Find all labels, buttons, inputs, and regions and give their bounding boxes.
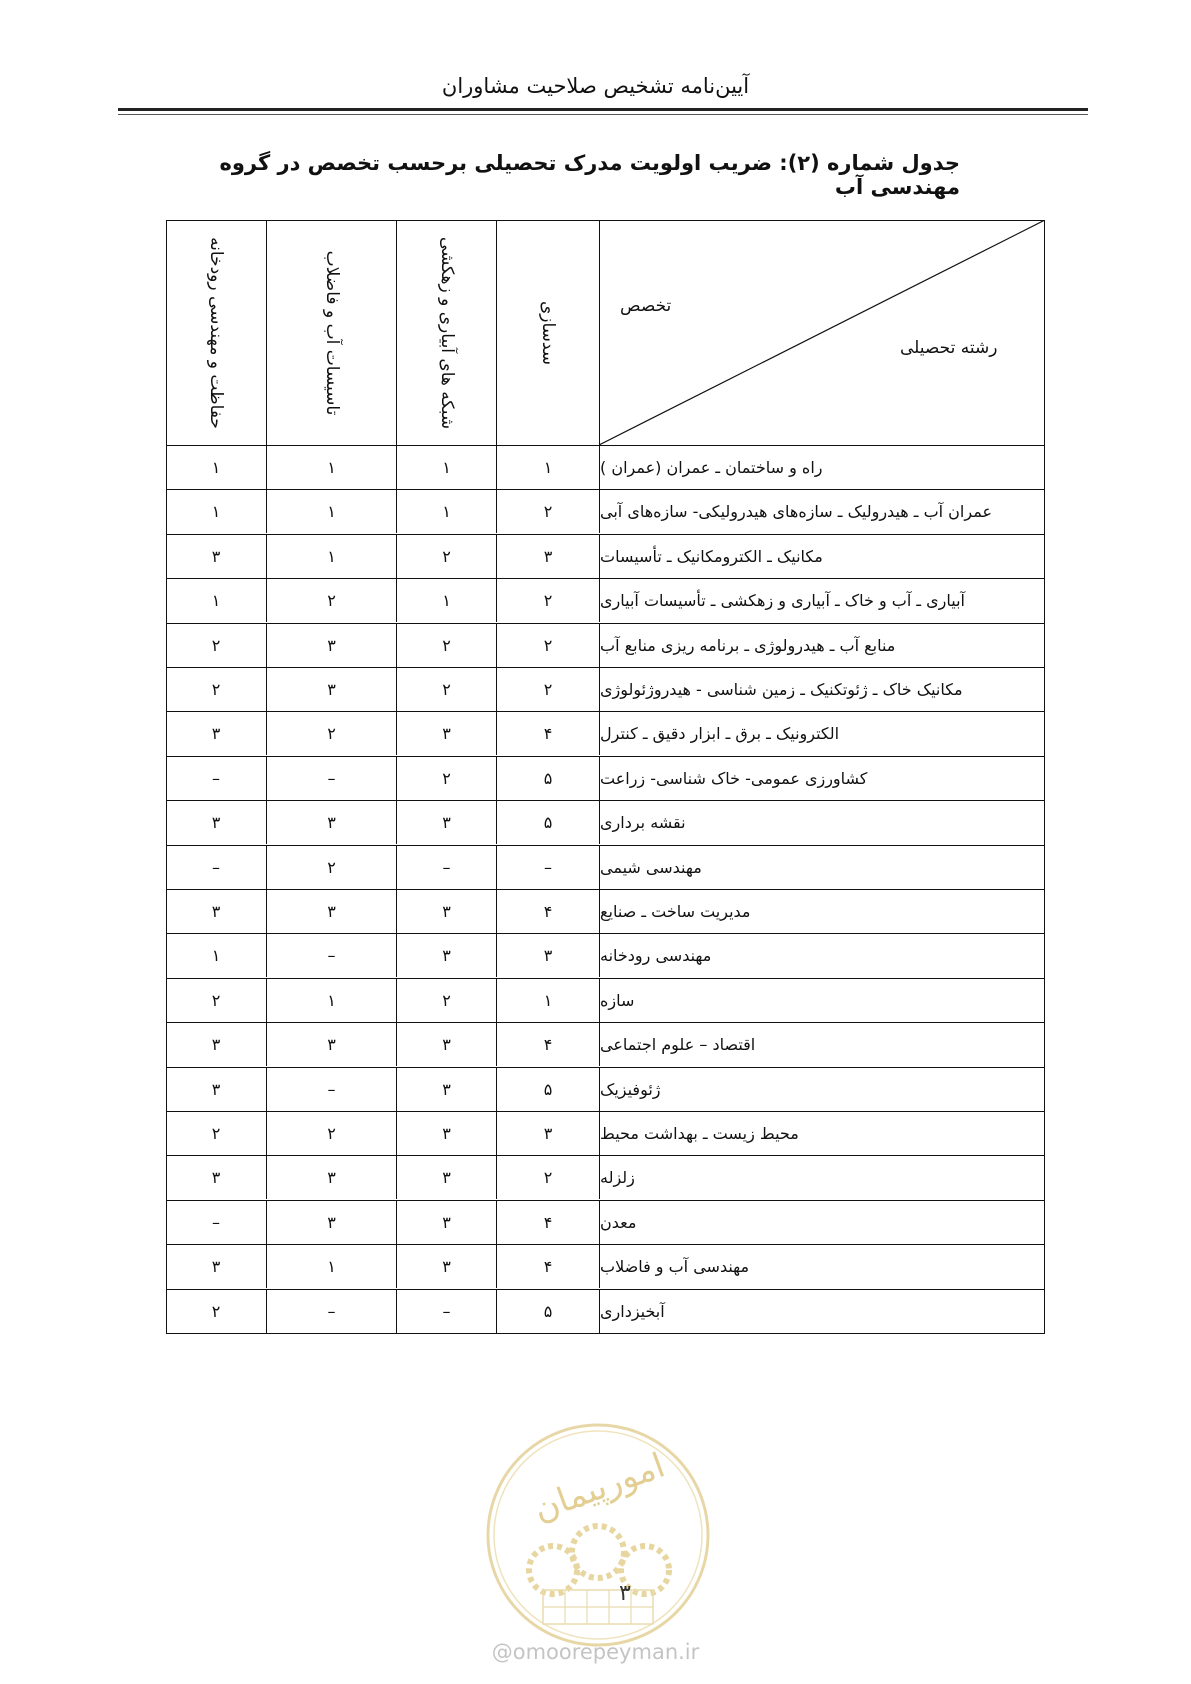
value-cell: ۲ <box>266 712 396 755</box>
header-cell-water-wastewater <box>266 220 396 445</box>
value-cell: ۳ <box>266 801 396 844</box>
table-row <box>166 978 1045 1022</box>
header-cell-irrigation <box>396 220 496 445</box>
value-cell: ۲ <box>396 757 496 800</box>
value-cell: – <box>396 1290 496 1333</box>
value-cell: – <box>496 846 599 889</box>
field-name-cell: سازه <box>599 979 1045 1022</box>
value-cell: ۲ <box>396 535 496 578</box>
value-cell: ۳ <box>211 902 221 921</box>
field-name-cell: آبیاری ـ آب و خاک ـ آبیاری و زهکشی ـ تأسیسات آبیاری <box>599 579 1045 622</box>
value-cell: ۴ <box>496 1023 599 1066</box>
value-cell: ۲ <box>211 1301 221 1321</box>
field-name-cell: مکانیک خاک ـ ژئوتکنیک ـ زمین شناسی - هیدروژئولوژی <box>599 668 1045 711</box>
field-name-cell: کشاورزی عمومی- خاک شناسی- زراعت <box>599 757 1045 800</box>
value-cell: ۳ <box>211 724 221 744</box>
value-cell: ۲ <box>396 979 496 1022</box>
value-cell: ۱ <box>266 446 396 489</box>
field-name-cell: ژئوفیزیک <box>599 1068 1045 1111</box>
value-cell: ۳ <box>396 1156 496 1199</box>
value-cell: ۵ <box>496 801 599 844</box>
value-cell: ۳ <box>266 1201 396 1244</box>
field-name-cell: آبخیزداری <box>599 1290 1045 1333</box>
value-cell: ۱ <box>211 502 221 522</box>
value-cell: ۱ <box>211 458 221 477</box>
value-cell: ۳ <box>266 1156 396 1199</box>
value-cell: ۲ <box>266 1112 396 1155</box>
table-caption: جدول شماره (۲): ضریب اولویت مدرک تحصیلی برحسب تخصص در گروه مهندسی آب <box>219 151 960 199</box>
value-cell: ۱ <box>266 535 396 578</box>
value-cell: ۳ <box>266 668 396 711</box>
table-row <box>166 1289 1045 1333</box>
table-row <box>166 800 1045 844</box>
table-row <box>166 534 1045 578</box>
value-cell: ۱ <box>266 979 396 1022</box>
value-cell: ۱ <box>396 490 496 533</box>
value-cell: ۲ <box>496 668 599 711</box>
value-cell: ۳ <box>266 624 396 667</box>
value-cell: ۱ <box>266 490 396 533</box>
value-cell: ۲ <box>496 490 599 533</box>
table-row <box>166 1067 1045 1111</box>
field-name-cell: الکترونیک ـ برق ـ ابزار دقیق ـ کنترل <box>599 712 1045 755</box>
field-name-cell: مکانیک ـ الکترومکانیک ـ تأسیسات <box>599 535 1045 578</box>
value-cell: ۳ <box>211 546 221 566</box>
value-cell: ۳ <box>396 1245 496 1288</box>
header-rule-thick <box>118 108 1088 111</box>
value-cell: ۱ <box>266 1245 396 1288</box>
page-header-title: آیین‌نامه تشخیص صلاحیت مشاوران <box>441 74 750 98</box>
header-rule-thin <box>118 114 1088 115</box>
value-cell: ۳ <box>496 1112 599 1155</box>
field-name-cell: معدن <box>599 1201 1045 1244</box>
table-row <box>166 1244 1045 1288</box>
table-row <box>166 1022 1045 1066</box>
field-name-cell: مهندسی شیمی <box>599 846 1045 889</box>
table-row <box>166 623 1045 667</box>
header-cell-dam <box>496 220 599 445</box>
value-cell: ۱ <box>396 579 496 622</box>
table-row <box>166 445 1045 489</box>
table-row <box>166 489 1045 533</box>
value-cell: ۲ <box>211 1124 221 1143</box>
field-name-cell: مدیریت ساخت ـ صنایع <box>599 890 1045 933</box>
value-cell: – <box>266 757 396 800</box>
value-cell: – <box>212 857 220 877</box>
field-name-cell: نقشه برداری <box>599 801 1045 844</box>
value-cell: – <box>396 846 496 889</box>
table-row <box>166 1155 1045 1199</box>
value-cell: ۳ <box>396 1068 496 1111</box>
value-cell: ۵ <box>496 1290 599 1333</box>
value-cell: ۳ <box>266 1023 396 1066</box>
value-cell: ۳ <box>396 934 496 977</box>
value-cell: ۱ <box>211 591 221 611</box>
value-cell: – <box>266 1068 396 1111</box>
corner-label-field: رشته تحصیلی <box>900 338 998 358</box>
value-cell: ۳ <box>496 934 599 977</box>
field-name-cell: منابع آب ـ هیدرولوژی ـ برنامه ریزی منابع آب <box>599 624 1045 667</box>
value-cell: ۲ <box>211 680 221 699</box>
omoor-peyman-logo-stamp <box>483 1420 713 1650</box>
corner-label-specialty: تخصص <box>620 296 672 316</box>
footer-watermark-url: @omoorepeyman.ir <box>491 1640 700 1664</box>
value-cell: ۲ <box>496 579 599 622</box>
value-cell: ۳ <box>396 1112 496 1155</box>
field-name-cell: راه و ساختمان ـ عمران (عمران ) <box>599 446 1045 489</box>
value-cell: ۲ <box>211 990 221 1010</box>
header-cell-river <box>166 220 266 445</box>
table-row <box>166 889 1045 933</box>
value-cell: – <box>212 1212 220 1232</box>
value-cell: ۳ <box>211 813 221 833</box>
table-row <box>166 1111 1045 1155</box>
value-cell: ۲ <box>396 668 496 711</box>
value-cell: ۳ <box>396 1201 496 1244</box>
field-name-cell: مهندسی رودخانه <box>599 934 1045 977</box>
value-cell: ۲ <box>496 624 599 667</box>
value-cell: ۳ <box>211 1035 221 1055</box>
value-cell: – <box>266 1290 396 1333</box>
page-number: ۳ <box>619 1581 631 1606</box>
value-cell: ۱ <box>496 446 599 489</box>
value-cell: ۲ <box>496 1156 599 1199</box>
value-cell: ۳ <box>396 801 496 844</box>
value-cell: ۳ <box>211 1079 221 1099</box>
value-cell: ۵ <box>496 757 599 800</box>
value-cell: – <box>212 768 220 788</box>
field-name-cell: اقتصاد – علوم اجتماعی <box>599 1023 1045 1066</box>
value-cell: ۱ <box>211 946 221 966</box>
table-row <box>166 711 1045 755</box>
value-cell: ۳ <box>211 1168 221 1188</box>
value-cell: ۱ <box>396 446 496 489</box>
value-cell: ۲ <box>266 846 396 889</box>
value-cell: ۳ <box>396 712 496 755</box>
value-cell: ۳ <box>496 535 599 578</box>
table-row <box>166 845 1045 889</box>
value-cell: ۳ <box>211 1257 221 1277</box>
field-name-cell: زلزله <box>599 1156 1045 1199</box>
value-cell: ۴ <box>496 890 599 933</box>
table-row <box>166 933 1045 977</box>
column-header: حفاظت و مهندسی رودخانه <box>206 236 226 429</box>
field-name-cell: محیط زیست ـ بهداشت محیط <box>599 1112 1045 1155</box>
column-header: شبکه های آبیاری و زهکشی <box>436 236 457 429</box>
field-name-cell: عمران آب ـ هیدرولیک ـ سازه‌های هیدرولیکی- سازه‌های آبی <box>599 490 1045 533</box>
value-cell: ۲ <box>396 624 496 667</box>
value-cell: ۲ <box>266 579 396 622</box>
stamp-text: امورپیمان <box>528 1445 671 1530</box>
corner-diagonal-line <box>599 220 1045 445</box>
value-cell: ۳ <box>396 890 496 933</box>
column-header: سدسازی <box>538 300 558 365</box>
value-cell: ۱ <box>496 979 599 1022</box>
value-cell: ۴ <box>496 1201 599 1244</box>
table-row <box>166 667 1045 711</box>
table-row <box>166 578 1045 622</box>
table-row <box>166 1200 1045 1244</box>
value-cell: ۵ <box>496 1068 599 1111</box>
value-cell: ۳ <box>396 1023 496 1066</box>
field-name-cell: مهندسی آب و فاضلاب <box>599 1245 1045 1288</box>
value-cell: ۴ <box>496 1245 599 1288</box>
value-cell: ۲ <box>211 635 221 655</box>
value-cell: ۳ <box>266 890 396 933</box>
column-header: تاسیسات آب و فاضلاب <box>321 250 342 415</box>
value-cell: – <box>266 934 396 977</box>
table-row <box>166 756 1045 800</box>
value-cell: ۴ <box>496 712 599 755</box>
